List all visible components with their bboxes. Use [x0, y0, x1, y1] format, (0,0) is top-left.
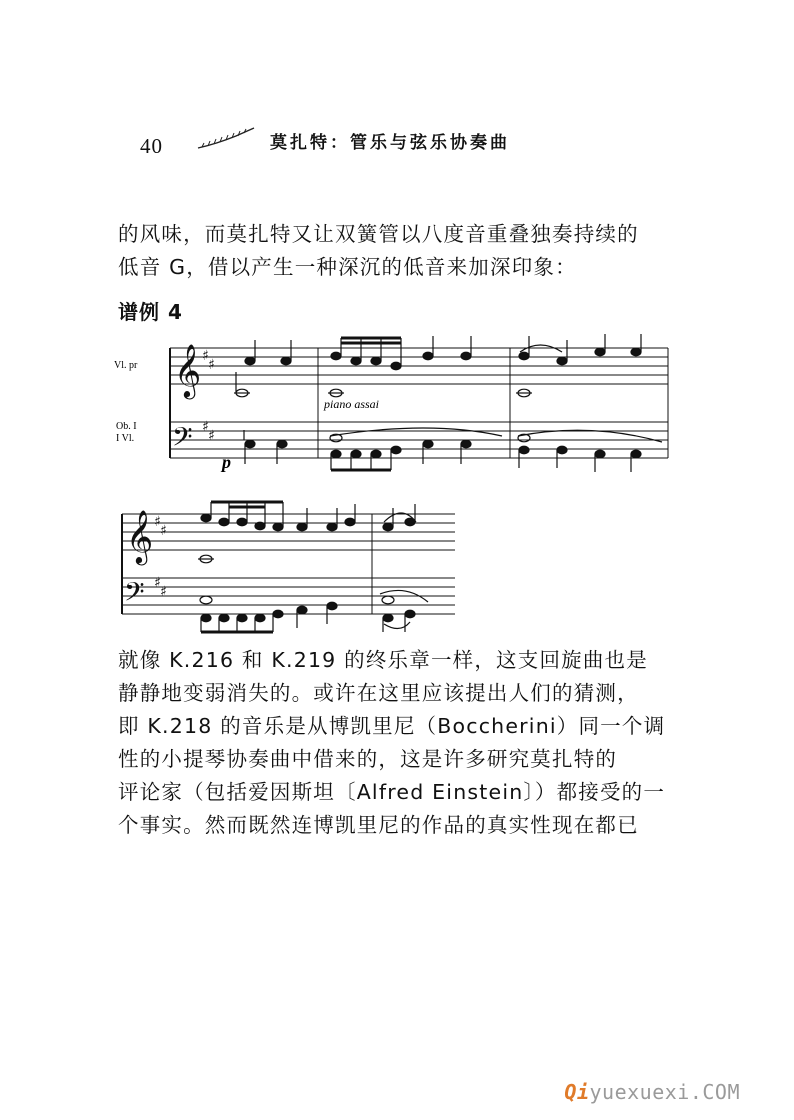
text-line: 即 K.218 的音乐是从博凯里尼（Boccherini）同一个调 [118, 714, 666, 738]
svg-text:♯: ♯ [154, 514, 161, 530]
watermark-prefix: Qi [564, 1080, 590, 1104]
text-line: 低音 G，借以产生一种深沉的低音来加深印象： [118, 255, 577, 279]
expression-marking: piano assai [324, 397, 380, 411]
page-number: 40 [140, 134, 163, 158]
svg-text:♯: ♯ [160, 523, 167, 539]
text-line: 个事实。然而既然连博凯里尼的作品的真实性现在都已 [118, 813, 639, 837]
text-line: 静静地变弱消失的。或许在这里应该提出人们的猜测， [118, 681, 639, 705]
dynamic-marking: p [222, 452, 231, 472]
text-line: 评论家（包括爱因斯坦〔Alfred Einstein〕）都接受的一 [118, 780, 666, 804]
music-score-system-1 [110, 330, 670, 480]
treble-clef-icon: 𝄞 [126, 509, 154, 563]
watermark-text: yuexuexi.COM [589, 1080, 740, 1104]
running-header-title: 莫扎特：管乐与弦乐协奏曲 [270, 133, 510, 153]
bass-clef-icon: 𝄢 [124, 576, 145, 614]
paragraph-2 [118, 644, 678, 842]
svg-text:♯: ♯ [154, 575, 161, 591]
paragraph-1 [118, 218, 678, 284]
svg-text:♯: ♯ [208, 357, 215, 373]
staff-label-lower-1: Ob. I [116, 421, 137, 432]
treble-clef-icon: 𝄞 [174, 343, 202, 397]
text-line: 性的小提琴协奏曲中借来的，这是许多研究莫扎特的 [118, 747, 618, 771]
svg-text:♯: ♯ [202, 419, 209, 435]
example-label: 谱例 4 [118, 300, 183, 324]
staff-label-upper: Vl. pr [114, 360, 138, 371]
site-watermark [564, 1080, 740, 1104]
svg-text:♯: ♯ [208, 428, 215, 444]
svg-text:♯: ♯ [160, 584, 167, 600]
bass-clef-icon: 𝄢 [172, 421, 193, 459]
text-line: 的风味，而莫扎特又让双簧管以八度音重叠独奏持续的 [118, 222, 639, 246]
header-ornament [196, 126, 256, 152]
text-line: 就像 K.216 和 K.219 的终乐章一样，这支回旋曲也是 [118, 648, 648, 672]
staff-label-lower-2: I Vl. [116, 433, 135, 444]
svg-text:♯: ♯ [202, 348, 209, 364]
music-score-system-2 [110, 500, 470, 635]
